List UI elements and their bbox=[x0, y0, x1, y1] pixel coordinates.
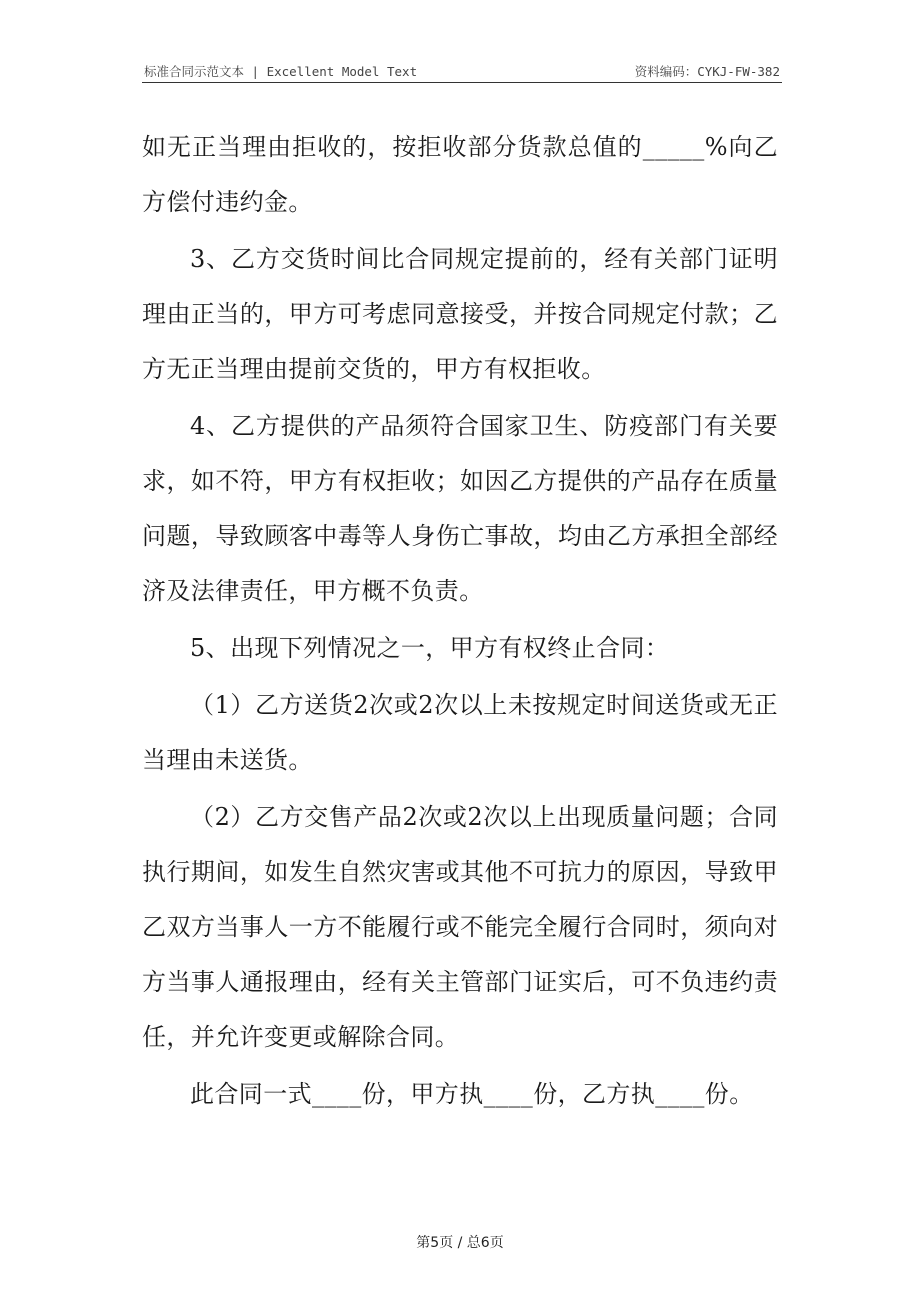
page-footer bbox=[0, 1232, 920, 1252]
header-title: 标准合同示范文本 | Excellent Model Text bbox=[144, 64, 418, 79]
paragraph-continuation: 如无正当理由拒收的，按拒收部分货款总值的_____%向乙方偿付违约金。 bbox=[142, 133, 778, 216]
page-number: 第5页 / 总6页 bbox=[416, 1235, 504, 1251]
page-header bbox=[142, 58, 782, 83]
clause-5-item-1: （1）乙方送货2次或2次以上未按规定时间送货或无正当理由未送货。 bbox=[142, 691, 778, 774]
clause-4: 4、乙方提供的产品须符合国家卫生、防疫部门有关要求，如不符，甲方有权拒收；如因乙方提供的产品存在质量问题，导致顾客中毒等人身伤亡事故，均由乙方承担全部经济及法律责任，甲方概不负责。 bbox=[142, 412, 778, 605]
clause-5-item-2: （2）乙方交售产品2次或2次以上出现质量问题；合同执行期间，如发生自然灾害或其他不可抗力的原因，导致甲乙双方当事人一方不能履行或不能完全履行合同时，须向对方当事人通报理由，经有关主管部门证实后，可不负违约责任，并允许变更或解除合同。 bbox=[142, 803, 778, 1051]
document-body bbox=[142, 120, 778, 1124]
document-code: 资料编码：CYKJ-FW-382 bbox=[634, 64, 780, 79]
clause-3: 3、乙方交货时间比合同规定提前的，经有关部门证明理由正当的，甲方可考虑同意接受，并按合同规定付款；乙方无正当理由提前交货的，甲方有权拒收。 bbox=[142, 245, 778, 383]
clause-5: 5、出现下列情况之一，甲方有权终止合同： bbox=[190, 634, 670, 662]
copies-clause: 此合同一式____份，甲方执____份，乙方执____份。 bbox=[190, 1080, 754, 1108]
